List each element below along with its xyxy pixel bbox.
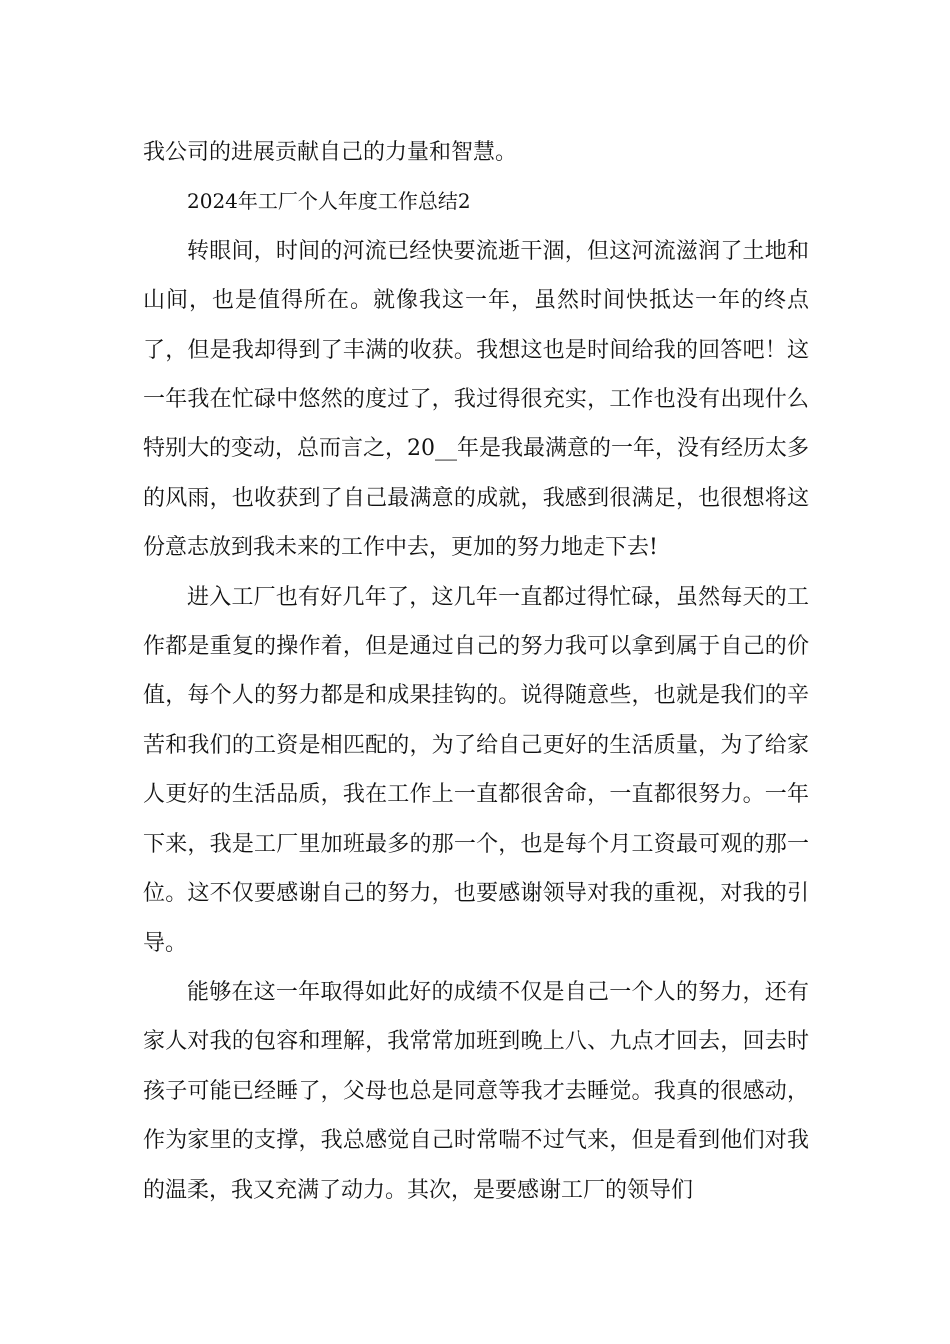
continuation-paragraph: 我公司的进展贡献自己的力量和智慧。 xyxy=(143,140,518,165)
section-heading: 2024年工厂个人年度工作总结2 xyxy=(187,189,471,214)
body-paragraph-1: 转眼间，时间的河流已经快要流逝干涸，但这河流滋润了土地和山间，也是值得所在。就像我这一年，虽然时间快抵达一年的终点了，但是我却得到了丰满的收获。我想这也是时间给我的回答吧！这一年我在忙碌中悠然的度过了，我过得很充实，工作也没有出现什么特别大的变动，总而言之，20__年是我最满意的一年，没有经历太多的风雨，也收获到了自己最满意的成就，我感到很满足，也很想将这份意志放到我未来的工作中去，更加的努力地走下去! xyxy=(143,238,809,561)
body-paragraph-3: 能够在这一年取得如此好的成绩不仅是自己一个人的努力，还有家人对我的包容和理解，我常常加班到晚上八、九点才回去，回去时孩子可能已经睡了，父母也总是同意等我才去睡觉。我真的很感动，作为家里的支撑，我总感觉自己时常喘不过气来，但是看到他们对我的温柔，我又充满了动力。其次，是要感谢工厂的领导们 xyxy=(143,979,809,1203)
document-body xyxy=(143,128,809,1215)
body-paragraph-2: 进入工厂也有好几年了，这几年一直都过得忙碌，虽然每天的工作都是重复的操作着，但是通过自己的努力我可以拿到属于自己的价值，每个人的努力都是和成果挂钩的。说得随意些，也就是我们的辛苦和我们的工资是相匹配的，为了给自己更好的生活质量，为了给家人更好的生活品质，我在工作上一直都很舍命，一直都很努力。一年下来，我是工厂里加班最多的那一个，也是每个月工资最可观的那一位。这不仅要感谢自己的努力，也要感谢领导对我的重视，对我的引导。 xyxy=(143,584,809,956)
